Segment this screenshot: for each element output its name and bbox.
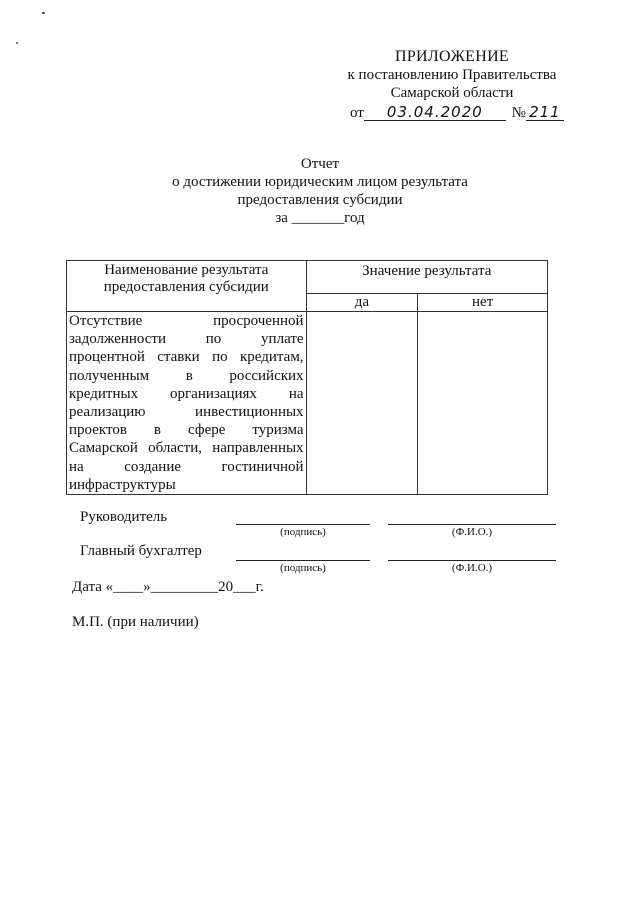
date-prefix: от — [350, 105, 364, 121]
decree-date-number — [350, 104, 565, 124]
report-title-line-3: предоставления субсидии — [237, 192, 403, 208]
accountant-signature-line — [236, 560, 370, 561]
report-title — [0, 155, 640, 227]
appendix-heading: ПРИЛОЖЕНИЕ — [394, 48, 509, 65]
decree-date: 03.04.2020 — [364, 104, 506, 121]
appendix-block — [342, 48, 562, 102]
stamp-line: М.П. (при наличии) — [72, 614, 199, 630]
col-header-no: нет — [418, 294, 548, 312]
col-header-yes: да — [306, 294, 418, 312]
appendix-line-1: к постановлению Правительства — [347, 67, 557, 83]
scan-speck — [16, 42, 18, 44]
table-row — [67, 312, 548, 495]
table-header-row — [67, 261, 548, 294]
appendix-line-2: Самарской области — [390, 85, 514, 101]
result-table — [66, 260, 548, 495]
number-prefix: № — [511, 105, 526, 121]
col-header-result-value: Значение результата — [306, 261, 547, 294]
report-title-line-4: за _______год — [275, 210, 365, 226]
head-signature-caption: (подпись) — [280, 526, 326, 538]
date-line: Дата «____»_________20___г. — [72, 579, 264, 595]
head-name-line — [388, 524, 556, 525]
report-title-line-2: о достижении юридическим лицом результата — [172, 174, 468, 190]
accountant-name-caption: (Ф.И.О.) — [451, 562, 493, 574]
head-label: Руководитель — [80, 509, 168, 525]
result-description: Отсутствие просроченной задолженности по уплате процентной ставки по кредитам, полученным в российских кредитных организациях на реализацию инвестиционных проектов в сфере туризма Самарской области, направленных на создание гостиничной инфраструктуры — [67, 312, 307, 495]
accountant-label: Главный бухгалтер — [80, 543, 202, 559]
accountant-name-line — [388, 560, 556, 561]
head-name-caption: (Ф.И.О.) — [451, 526, 493, 538]
decree-number: 211 — [526, 104, 564, 121]
scan-speck — [42, 12, 45, 14]
head-signature-line — [236, 524, 370, 525]
report-title-line-1: Отчет — [300, 156, 340, 172]
result-no-cell — [418, 312, 548, 495]
result-yes-cell — [306, 312, 418, 495]
accountant-signature-caption: (подпись) — [280, 562, 326, 574]
col-header-result-name: Наименование результата предоставления субсидии — [67, 261, 307, 312]
